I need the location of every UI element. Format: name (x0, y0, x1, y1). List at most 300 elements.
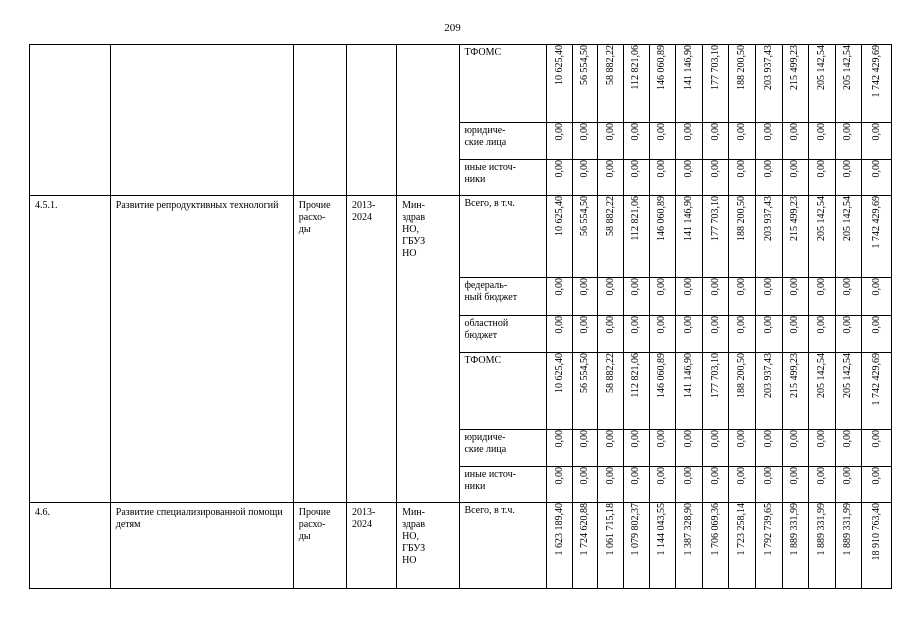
amount-cell (676, 316, 703, 353)
amount-value: 0,00 (709, 430, 721, 448)
amount-value: 0,00 (842, 123, 854, 141)
executor-text: Мин- здрав НО, ГБУЗ НО (402, 507, 426, 566)
funding-source-cell-text: юридиче- ские лица (464, 432, 507, 455)
amount-cell (676, 467, 703, 503)
item-name (110, 503, 293, 589)
amount-value: 205 142,54 (815, 196, 827, 241)
amount-cell (782, 123, 809, 160)
period-cell (346, 45, 396, 196)
amount-cell (862, 467, 892, 503)
amount-value: 1 742 429,69 (870, 196, 882, 249)
amount-cell (729, 45, 756, 123)
amount-cell (624, 196, 650, 278)
amount-cell (729, 353, 756, 430)
amount-value: 203 937,43 (762, 45, 774, 90)
amount-cell (572, 45, 598, 123)
amount-value: 0,00 (709, 467, 721, 485)
amount-value: 0,00 (709, 123, 721, 141)
amount-value: 0,00 (579, 160, 591, 178)
amount-cell (809, 430, 836, 467)
amount-cell (755, 467, 782, 503)
amount-cell (835, 353, 862, 430)
table-row (30, 196, 892, 278)
expense-type (293, 503, 346, 589)
amount-value: 0,00 (815, 467, 827, 485)
amount-value: 0,00 (579, 278, 591, 296)
amount-value: 0,00 (553, 467, 565, 485)
amount-value: 0,00 (656, 467, 668, 485)
amount-value: 0,00 (682, 123, 694, 141)
period (346, 196, 396, 503)
amount-value: 1 079 802,37 (630, 503, 642, 556)
amount-cell (729, 278, 756, 316)
amount-cell (624, 123, 650, 160)
amount-value: 56 554,50 (579, 353, 591, 393)
amount-cell (649, 45, 676, 123)
amount-cell (676, 160, 703, 196)
amount-value: 0,00 (682, 467, 694, 485)
funding-source-cell-text: областной бюджет (464, 318, 509, 341)
amount-cell (835, 467, 862, 503)
amount-cell (649, 353, 676, 430)
amount-value: 0,00 (630, 467, 642, 485)
amount-cell (702, 196, 729, 278)
executor (397, 503, 460, 589)
amount-cell (702, 123, 729, 160)
funding-source-cell-text: Всего, в т.ч. (464, 198, 515, 209)
funding-source-cell-text: юридиче- ские лица (464, 125, 507, 148)
amount-cell (649, 196, 676, 278)
amount-value: 58 882,22 (604, 353, 616, 393)
amount-cell (598, 278, 624, 316)
amount-cell (702, 353, 729, 430)
amount-value: 1 061 715,18 (604, 503, 616, 556)
amount-cell (782, 278, 809, 316)
amount-cell (729, 160, 756, 196)
funding-source-cell (460, 123, 547, 160)
amount-value: 1 387 328,90 (682, 503, 694, 556)
amount-cell (702, 467, 729, 503)
amount-cell (572, 160, 598, 196)
amount-value: 0,00 (789, 430, 801, 448)
amount-cell (676, 503, 703, 589)
amount-value: 0,00 (736, 467, 748, 485)
amount-cell (649, 316, 676, 353)
amount-cell (649, 160, 676, 196)
expense-type (293, 196, 346, 503)
amount-value: 0,00 (789, 467, 801, 485)
amount-cell (729, 196, 756, 278)
amount-value: 0,00 (579, 316, 591, 334)
amount-cell (547, 160, 573, 196)
amount-cell (862, 123, 892, 160)
funding-source-cell (460, 316, 547, 353)
amount-value: 0,00 (553, 430, 565, 448)
amount-cell (547, 467, 573, 503)
amount-value: 0,00 (630, 316, 642, 334)
amount-cell (755, 123, 782, 160)
amount-value: 0,00 (709, 316, 721, 334)
amount-cell (755, 353, 782, 430)
amount-cell (649, 503, 676, 589)
amount-cell (729, 467, 756, 503)
amount-cell (649, 430, 676, 467)
amount-value: 0,00 (579, 467, 591, 485)
amount-value: 0,00 (842, 160, 854, 178)
amount-value: 0,00 (553, 278, 565, 296)
amount-value: 0,00 (682, 430, 694, 448)
amount-value: 0,00 (842, 278, 854, 296)
amount-cell (598, 196, 624, 278)
amount-cell (809, 353, 836, 430)
amount-cell (547, 503, 573, 589)
amount-value: 0,00 (736, 278, 748, 296)
amount-cell (547, 123, 573, 160)
amount-value: 0,00 (815, 430, 827, 448)
amount-value: 1 706 069,36 (709, 503, 721, 556)
amount-value: 205 142,54 (842, 45, 854, 90)
amount-value: 0,00 (682, 316, 694, 334)
table-row (30, 503, 892, 589)
amount-cell (809, 196, 836, 278)
amount-cell (598, 316, 624, 353)
amount-cell (755, 503, 782, 589)
amount-cell (835, 45, 862, 123)
amount-cell (649, 123, 676, 160)
amount-cell (624, 467, 650, 503)
amount-value: 0,00 (604, 123, 616, 141)
funding-source-cell (460, 503, 547, 589)
amount-value: 0,00 (682, 160, 694, 178)
amount-cell (835, 430, 862, 467)
amount-cell (676, 123, 703, 160)
amount-cell (624, 160, 650, 196)
amount-cell (572, 430, 598, 467)
amount-value: 0,00 (870, 467, 882, 485)
amount-value: 0,00 (682, 278, 694, 296)
executor-cell (397, 45, 460, 196)
amount-value: 1 623 189,40 (553, 503, 565, 556)
amount-value: 188 200,50 (736, 353, 748, 398)
amount-value: 0,00 (736, 160, 748, 178)
amount-cell (729, 503, 756, 589)
item-code-text: 4.5.1. (35, 200, 58, 211)
amount-value: 1 889 331,99 (815, 503, 827, 556)
amount-cell (782, 430, 809, 467)
amount-cell (782, 316, 809, 353)
amount-value: 0,00 (762, 467, 774, 485)
amount-value: 1 144 043,55 (656, 503, 668, 556)
amount-value: 203 937,43 (762, 353, 774, 398)
amount-cell (572, 123, 598, 160)
funding-source-cell-text: федераль- ный бюджет (464, 280, 518, 303)
amount-cell (702, 45, 729, 123)
amount-value: 0,00 (604, 430, 616, 448)
amount-cell (755, 196, 782, 278)
amount-value: 0,00 (630, 278, 642, 296)
amount-value: 56 554,50 (579, 45, 591, 85)
amount-cell (649, 278, 676, 316)
amount-cell (676, 353, 703, 430)
amount-cell (598, 430, 624, 467)
amount-cell (547, 430, 573, 467)
amount-value: 112 821,06 (630, 45, 642, 90)
amount-value: 0,00 (762, 123, 774, 141)
amount-value: 0,00 (604, 278, 616, 296)
amount-cell (809, 160, 836, 196)
amount-cell (782, 353, 809, 430)
amount-value: 0,00 (630, 123, 642, 141)
amount-cell (702, 503, 729, 589)
amount-value: 177 703,10 (709, 196, 721, 241)
amount-cell (598, 503, 624, 589)
funding-source-cell-text: ТФОМС (464, 47, 502, 58)
funding-source-cell-text: иные источ- ники (464, 162, 516, 185)
funding-source-cell (460, 467, 547, 503)
amount-value: 0,00 (789, 278, 801, 296)
amount-value: 0,00 (604, 160, 616, 178)
amount-value: 0,00 (579, 430, 591, 448)
funding-source-cell-text: ТФОМС (464, 355, 502, 366)
amount-value: 0,00 (709, 160, 721, 178)
amount-cell (572, 503, 598, 589)
amount-cell (572, 353, 598, 430)
amount-cell (624, 45, 650, 123)
expense-type-text: Прочие расхо- ды (298, 200, 331, 235)
amount-value: 205 142,54 (842, 353, 854, 398)
amount-value: 0,00 (870, 123, 882, 141)
amount-cell (676, 196, 703, 278)
amount-cell (598, 45, 624, 123)
amount-cell (862, 353, 892, 430)
funding-source-cell (460, 160, 547, 196)
amount-cell (598, 353, 624, 430)
amount-value: 141 146,90 (682, 353, 694, 398)
amount-value: 0,00 (815, 123, 827, 141)
funding-source-cell-text: Всего, в т.ч. (464, 505, 515, 516)
amount-value: 1 889 331,99 (842, 503, 854, 556)
amount-value: 203 937,43 (762, 196, 774, 241)
amount-value: 112 821,06 (630, 196, 642, 241)
amount-cell (862, 160, 892, 196)
amount-value: 10 625,40 (553, 45, 565, 85)
item-code (30, 196, 111, 503)
amount-cell (702, 430, 729, 467)
amount-value: 0,00 (815, 278, 827, 296)
amount-value: 0,00 (656, 123, 668, 141)
amount-cell (755, 430, 782, 467)
amount-cell (598, 467, 624, 503)
funding-source-cell-text: иные источ- ники (464, 469, 516, 492)
amount-value: 1 742 429,69 (870, 353, 882, 406)
amount-value: 0,00 (842, 467, 854, 485)
amount-cell (729, 430, 756, 467)
amount-value: 205 142,54 (842, 196, 854, 241)
amount-value: 215 499,23 (789, 45, 801, 90)
amount-value: 0,00 (870, 278, 882, 296)
amount-value: 0,00 (656, 278, 668, 296)
amount-value: 0,00 (630, 430, 642, 448)
amount-cell (862, 278, 892, 316)
amount-value: 0,00 (789, 160, 801, 178)
amount-value: 0,00 (870, 430, 882, 448)
amount-value: 0,00 (762, 278, 774, 296)
amount-value: 0,00 (604, 467, 616, 485)
item-name (110, 196, 293, 503)
amount-cell (547, 353, 573, 430)
amount-value: 58 882,22 (604, 196, 616, 236)
amount-cell (547, 278, 573, 316)
amount-value: 10 625,40 (553, 353, 565, 393)
amount-cell (835, 278, 862, 316)
item-code (30, 503, 111, 589)
amount-cell (862, 503, 892, 589)
amount-cell (624, 430, 650, 467)
amount-value: 1 889 331,99 (789, 503, 801, 556)
item-name-text: Развитие специализированной помощи детям (115, 507, 283, 530)
funding-source-cell (460, 196, 547, 278)
amount-cell (809, 467, 836, 503)
amount-cell (782, 45, 809, 123)
funding-source-cell (460, 45, 547, 123)
funding-source-cell (460, 278, 547, 316)
amount-value: 0,00 (762, 160, 774, 178)
amount-cell (676, 430, 703, 467)
amount-value: 0,00 (762, 316, 774, 334)
amount-value: 10 625,40 (553, 196, 565, 236)
amount-cell (572, 467, 598, 503)
amount-cell (572, 196, 598, 278)
amount-value: 0,00 (553, 316, 565, 334)
amount-value: 0,00 (553, 160, 565, 178)
executor (397, 196, 460, 503)
amount-cell (755, 45, 782, 123)
amount-value: 0,00 (842, 316, 854, 334)
period-text: 2013- 2024 (351, 200, 376, 223)
amount-cell (809, 503, 836, 589)
table-row (30, 45, 892, 123)
amount-value: 0,00 (815, 316, 827, 334)
amount-value: 0,00 (579, 123, 591, 141)
amount-cell (809, 123, 836, 160)
amount-cell (702, 316, 729, 353)
amount-cell (547, 45, 573, 123)
amount-value: 0,00 (656, 160, 668, 178)
amount-cell (624, 503, 650, 589)
amount-cell (782, 503, 809, 589)
amount-cell (624, 316, 650, 353)
expense-type-cell (293, 45, 346, 196)
amount-cell (676, 45, 703, 123)
amount-value: 112 821,06 (630, 353, 642, 398)
amount-cell (782, 196, 809, 278)
amount-value: 0,00 (604, 316, 616, 334)
amount-value: 0,00 (656, 316, 668, 334)
item-name-text: Развитие репродуктивных технологий (115, 200, 279, 211)
amount-value: 0,00 (736, 316, 748, 334)
item-code-text: 4.6. (35, 507, 50, 518)
amount-value: 0,00 (736, 430, 748, 448)
period-text: 2013- 2024 (351, 507, 376, 530)
amount-cell (572, 278, 598, 316)
amount-value: 141 146,90 (682, 196, 694, 241)
amount-value: 0,00 (736, 123, 748, 141)
amount-value: 0,00 (870, 316, 882, 334)
amount-value: 0,00 (553, 123, 565, 141)
amount-value: 1 724 620,88 (579, 503, 591, 556)
amount-cell (862, 430, 892, 467)
amount-cell (702, 278, 729, 316)
amount-cell (835, 123, 862, 160)
amount-value: 177 703,10 (709, 45, 721, 90)
amount-value: 188 200,50 (736, 45, 748, 90)
amount-cell (624, 278, 650, 316)
amount-cell (624, 353, 650, 430)
amount-cell (835, 196, 862, 278)
amount-value: 1 723 258,14 (736, 503, 748, 556)
amount-value: 1 742 429,69 (870, 45, 882, 98)
amount-cell (782, 160, 809, 196)
amount-cell (835, 160, 862, 196)
amount-cell (729, 123, 756, 160)
amount-cell (809, 278, 836, 316)
amount-value: 146 060,89 (656, 353, 668, 398)
amount-value: 146 060,89 (656, 196, 668, 241)
amount-value: 0,00 (789, 316, 801, 334)
amount-cell (835, 503, 862, 589)
funding-source-cell (460, 353, 547, 430)
amount-cell (755, 316, 782, 353)
amount-cell (649, 467, 676, 503)
budget-table (29, 44, 892, 589)
amount-value: 146 060,89 (656, 45, 668, 90)
amount-cell (755, 278, 782, 316)
amount-value: 0,00 (789, 123, 801, 141)
amount-cell (547, 196, 573, 278)
page-number: 209 (444, 22, 461, 34)
amount-value: 0,00 (842, 430, 854, 448)
amount-value: 56 554,50 (579, 196, 591, 236)
code-cell (30, 45, 111, 196)
amount-cell (676, 278, 703, 316)
amount-cell (862, 196, 892, 278)
amount-cell (755, 160, 782, 196)
period (346, 503, 396, 589)
amount-value: 18 910 763,40 (870, 503, 882, 561)
amount-value: 0,00 (709, 278, 721, 296)
amount-value: 141 146,90 (682, 45, 694, 90)
amount-cell (809, 316, 836, 353)
name-cell (110, 45, 293, 196)
expense-type-text: Прочие расхо- ды (298, 507, 331, 542)
amount-value: 215 499,23 (789, 196, 801, 241)
amount-cell (729, 316, 756, 353)
amount-value: 58 882,22 (604, 45, 616, 85)
amount-cell (598, 160, 624, 196)
amount-value: 1 792 739,65 (762, 503, 774, 556)
amount-cell (835, 316, 862, 353)
amount-cell (598, 123, 624, 160)
amount-value: 205 142,54 (815, 45, 827, 90)
amount-value: 0,00 (815, 160, 827, 178)
amount-value: 0,00 (656, 430, 668, 448)
amount-cell (862, 316, 892, 353)
amount-cell (702, 160, 729, 196)
amount-value: 0,00 (630, 160, 642, 178)
funding-source-cell (460, 430, 547, 467)
amount-cell (572, 316, 598, 353)
amount-value: 0,00 (870, 160, 882, 178)
